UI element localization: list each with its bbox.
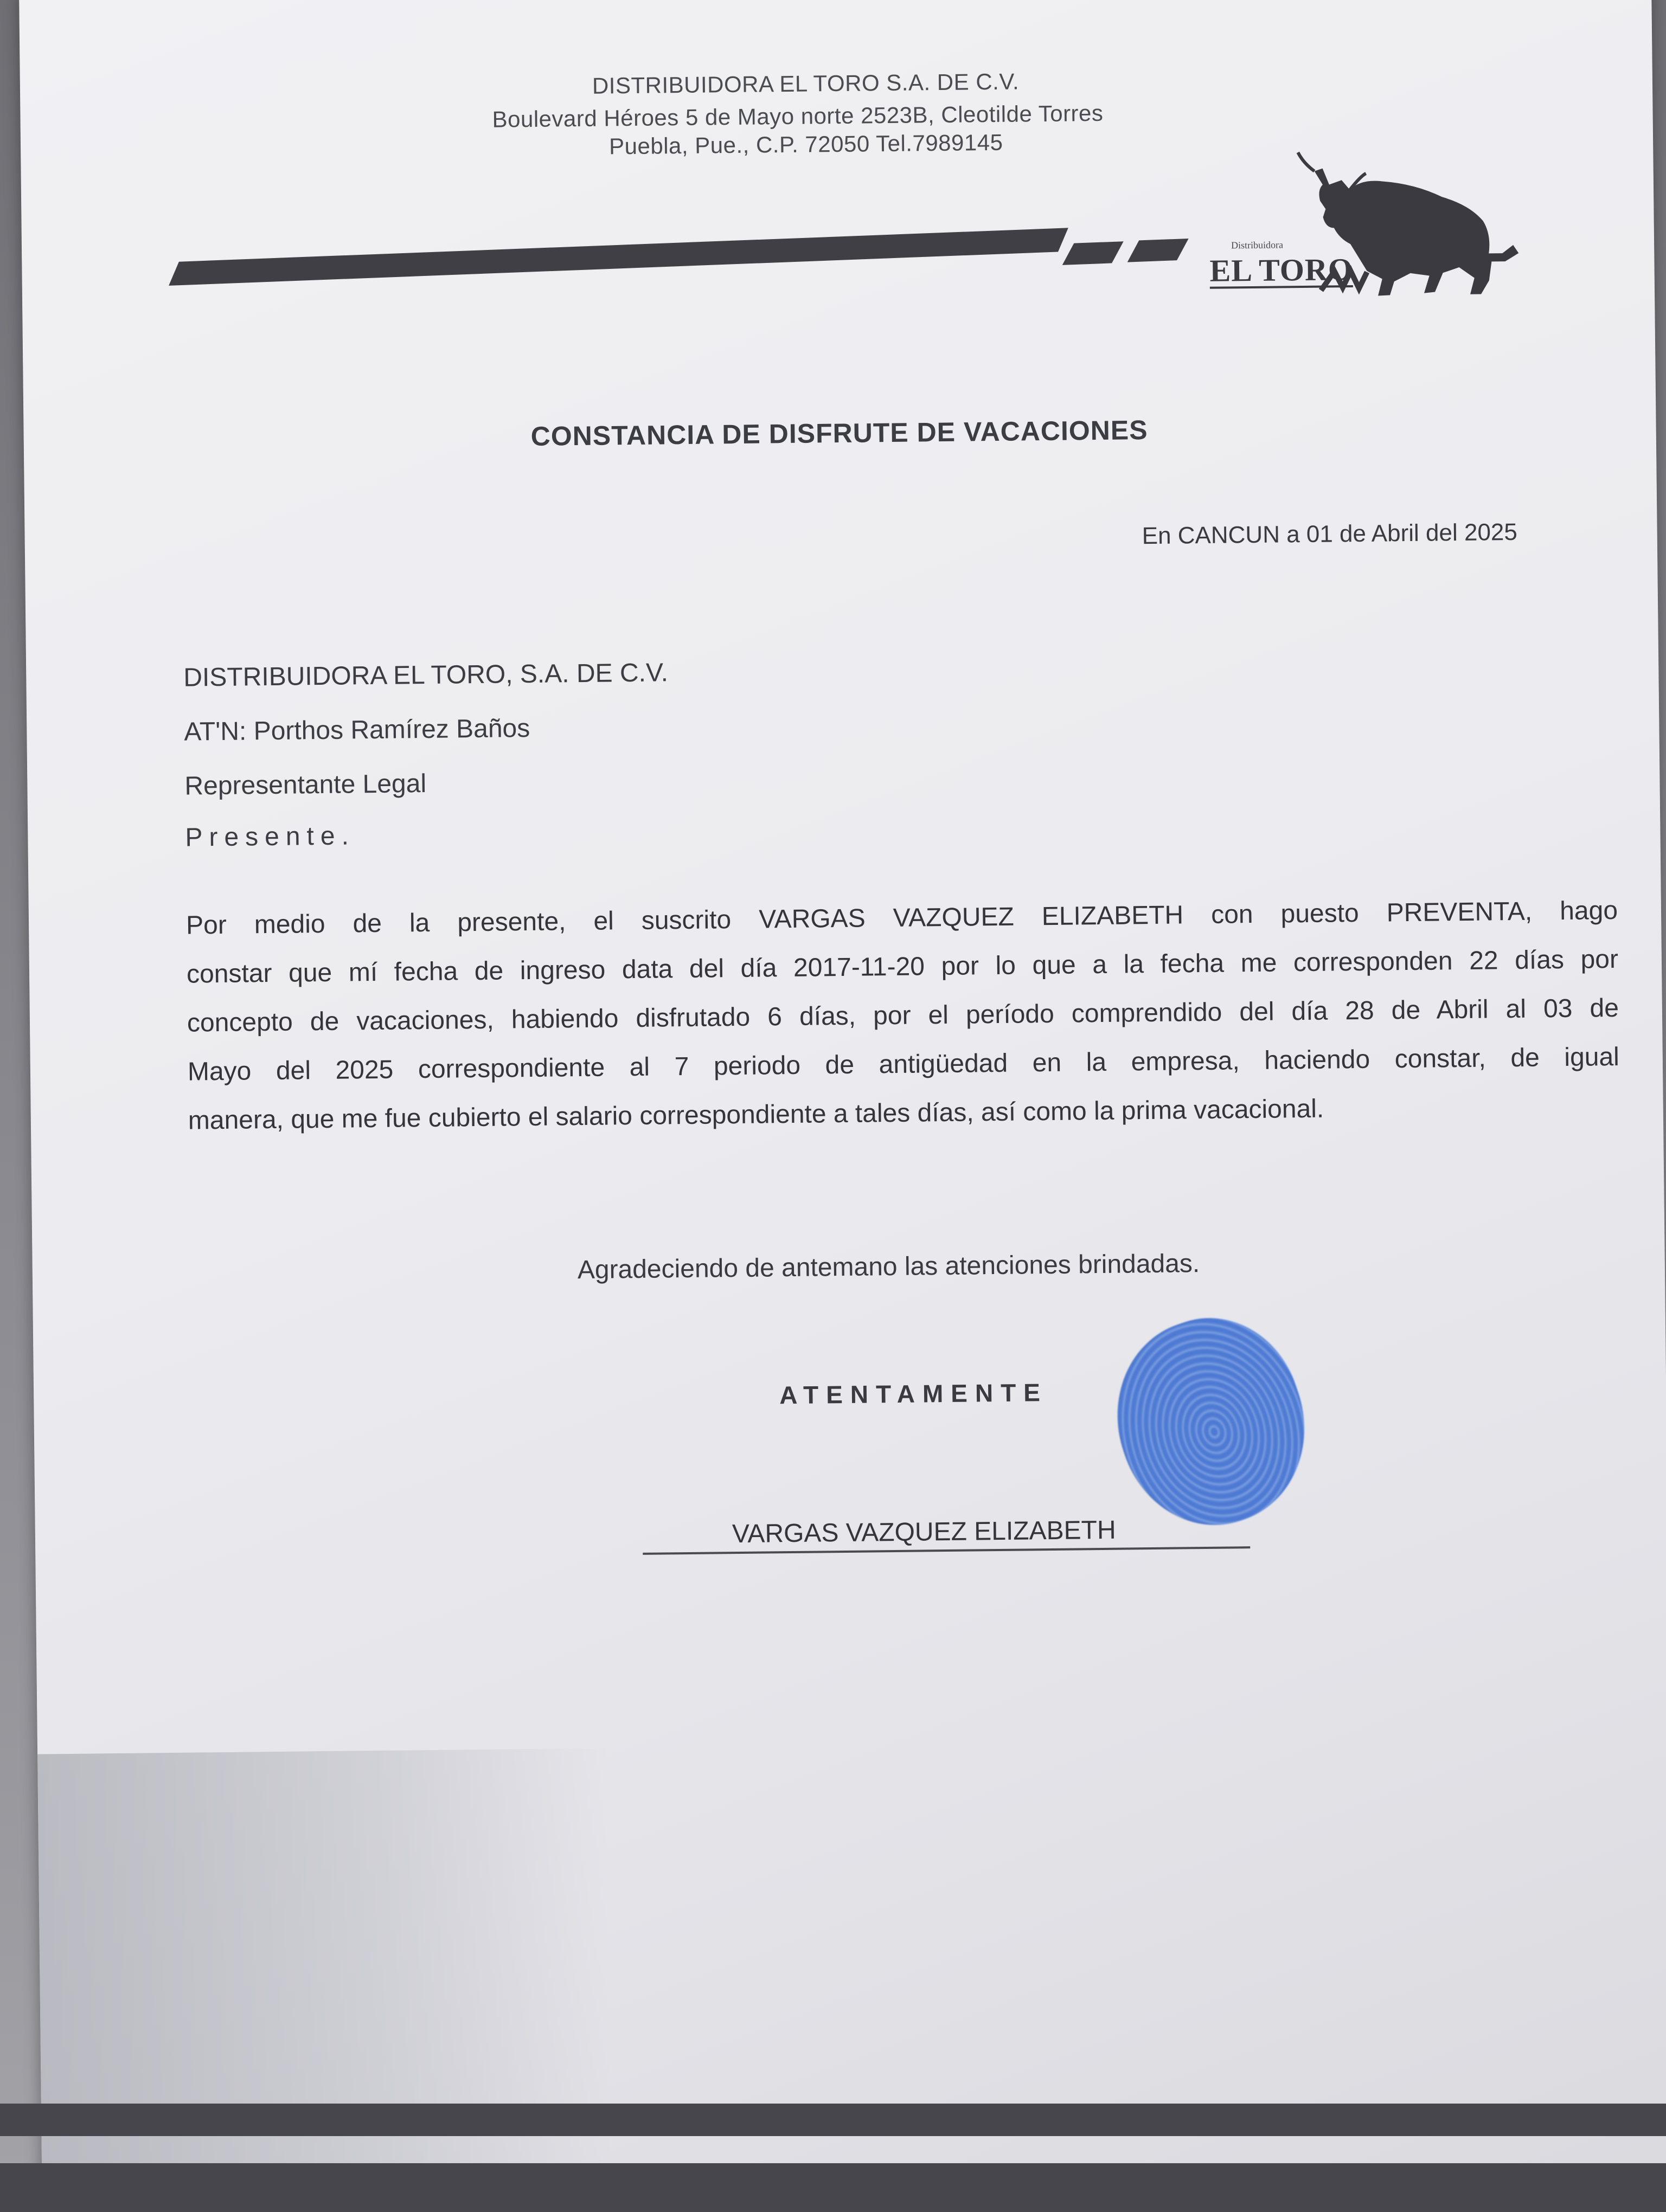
closing-text: Agradeciendo de antemano las atenciones brindadas. <box>577 1249 1200 1285</box>
body-line: manera, que me fue cubierto el salario correspondiente a tales días, así como la prima vacacional. <box>188 1094 1324 1135</box>
body-line: concepto de vacaciones, habiendo disfrutado 6 días, por el período comprendido del día 28 de Abril al 03 de <box>187 993 1619 1038</box>
recipient-company: DISTRIBUIDORA EL TORO, S.A. DE C.V. <box>183 658 669 692</box>
recipient-attn: AT'N: Porthos Ramírez Baños <box>184 713 530 747</box>
header-stripe <box>169 228 1068 286</box>
header-address-line2: Puebla, Pue., C.P. 72050 Tel.7989145 <box>608 129 1003 159</box>
document-page <box>19 0 1666 2212</box>
footer-band-1 <box>0 2104 1666 2136</box>
footer-band-2 <box>0 2163 1666 2212</box>
shadow-area <box>37 1748 612 2212</box>
fingerprint-stamp <box>1091 1295 1331 1549</box>
header-stripe-dash-1 <box>1062 241 1124 265</box>
document-title: CONSTANCIA DE DISFRUTE DE VACACIONES <box>530 415 1148 452</box>
body-paragraph <box>186 886 1620 1146</box>
body-line: Mayo del 2025 correspondiente al 7 periodo de antigüedad en la empresa, haciendo constar, de igual <box>187 1042 1620 1086</box>
company-logo <box>1187 144 1541 311</box>
place-date: En CANCUN a 01 de Abril del 2025 <box>1142 518 1518 550</box>
signer-name: VARGAS VAZQUEZ ELIZABETH <box>732 1515 1116 1549</box>
atentamente-label: ATENTAMENTE <box>779 1378 1048 1410</box>
logo-small-text: Distribuidora <box>1231 239 1284 251</box>
recipient-presente: Presente. <box>185 821 356 852</box>
body-line: Por medio de la presente, el suscrito VARGAS VAZQUEZ ELIZABETH con puesto PREVENTA, hago <box>185 896 1618 940</box>
logo-main-text: EL TORO <box>1209 252 1354 288</box>
header-stripe-dash-2 <box>1127 239 1189 262</box>
header-address-line1: Boulevard Héroes 5 de Mayo norte 2523B, Cleotilde Torres <box>492 100 1104 132</box>
header-company: DISTRIBUIDORA EL TORO S.A. DE C.V. <box>592 68 1020 99</box>
body-line: constar que mí fecha de ingreso data del día 2017-11-20 por lo que a la fecha me corresponden 22 días por <box>186 944 1619 989</box>
recipient-role: Representante Legal <box>184 769 427 801</box>
